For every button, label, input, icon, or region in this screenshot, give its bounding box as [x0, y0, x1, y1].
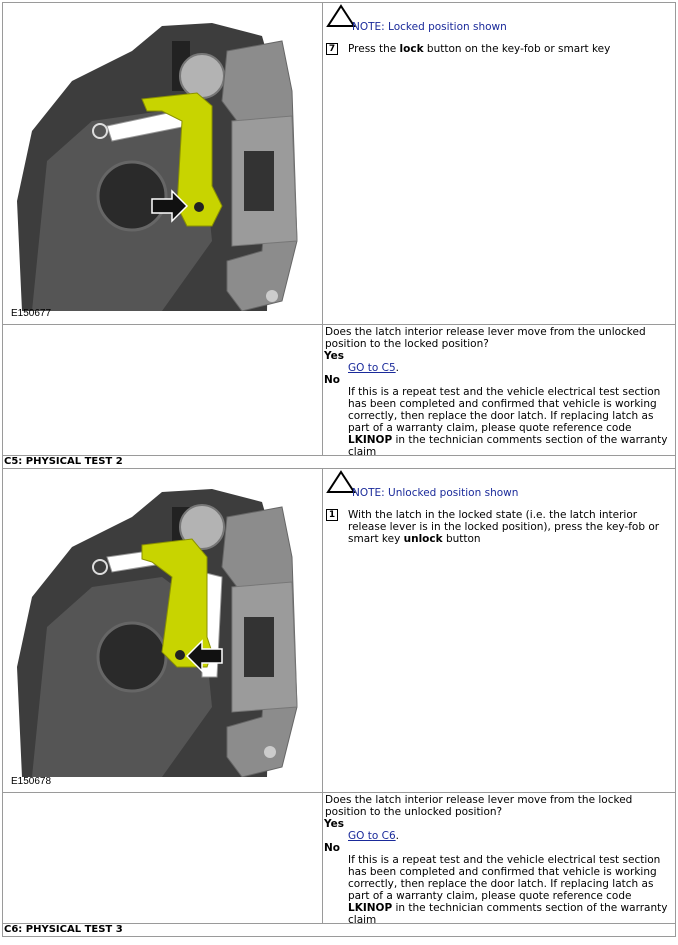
note-text: NOTE: Unlocked position shown: [352, 487, 519, 499]
step-text-end: button: [442, 533, 481, 545]
no-text-end: in the technician comments section of the warranty claim: [348, 902, 668, 926]
link-suffix: .: [395, 830, 399, 842]
yes-label: Yes: [324, 818, 345, 830]
step-number: 1: [326, 509, 338, 521]
yes-action: [324, 830, 675, 842]
section-header-c6: C6: PHYSICAL TEST 3: [2, 923, 676, 937]
step-text: With the latch in the locked state (i.e. the latch interior release lever is in the locked position), press the key-fob or smart key: [348, 509, 660, 545]
question-cell-2: [323, 793, 675, 926]
step-keyword: unlock: [403, 533, 443, 545]
question-row-1: [2, 324, 676, 458]
step-number: 7: [326, 43, 338, 55]
no-action: [324, 386, 675, 458]
image-code: E150677: [11, 308, 52, 319]
latch-locked-image: [12, 11, 312, 311]
question-text: Does the latch interior release lever move from the unlocked position to the locked position?: [325, 326, 646, 350]
reference-code: LKINOP: [348, 902, 393, 914]
no-text: If this is a repeat test and the vehicle electrical test section has been completed and confirmed that vehicle is working correctly, then replace the door latch. If replacing latch as part of a warranty claim, please quote reference code: [348, 854, 661, 902]
instruction-cell-1: [323, 3, 675, 324]
no-label: No: [324, 842, 341, 854]
link-suffix: .: [395, 362, 399, 374]
step-row-1: [2, 2, 676, 324]
step-instruction: [324, 43, 675, 55]
empty-cell: [3, 793, 323, 923]
procedure-table: [2, 2, 676, 937]
no-text-end: in the technician comments section of the warranty claim: [348, 434, 668, 458]
go-to-c5-link[interactable]: GO to C5: [348, 362, 396, 374]
step-keyword: lock: [399, 43, 424, 55]
instruction-cell-2: [323, 469, 675, 792]
step-instruction: [324, 509, 675, 545]
step-text-end: button on the key-fob or smart key: [423, 43, 611, 55]
latch-image-cell-2: [3, 469, 323, 792]
yes-action: [324, 362, 675, 374]
note-block: [324, 3, 675, 35]
note-block: [324, 469, 675, 501]
yes-label: Yes: [324, 350, 345, 362]
no-text: If this is a repeat test and the vehicle electrical test section has been completed and confirmed that vehicle is working correctly, then replace the door latch. If replacing latch as part of a warranty claim, please quote reference code: [348, 386, 661, 434]
latch-image-cell-1: [3, 3, 323, 324]
note-text: NOTE: Locked position shown: [352, 21, 507, 33]
latch-unlocked-image: [12, 477, 312, 777]
reference-code: LKINOP: [348, 434, 393, 446]
empty-cell: [3, 325, 323, 455]
step-text: Press the: [348, 43, 400, 55]
step-row-2: [2, 468, 676, 792]
no-action: [324, 854, 675, 926]
question-cell-1: [323, 325, 675, 458]
image-code: E150678: [11, 776, 52, 787]
question-text: Does the latch interior release lever move from the locked position to the unlocked position?: [325, 794, 633, 818]
no-label: No: [324, 374, 341, 386]
section-header-c5: C5: PHYSICAL TEST 2: [2, 455, 676, 468]
question-row-2: [2, 792, 676, 926]
go-to-c6-link[interactable]: GO to C6: [348, 830, 396, 842]
